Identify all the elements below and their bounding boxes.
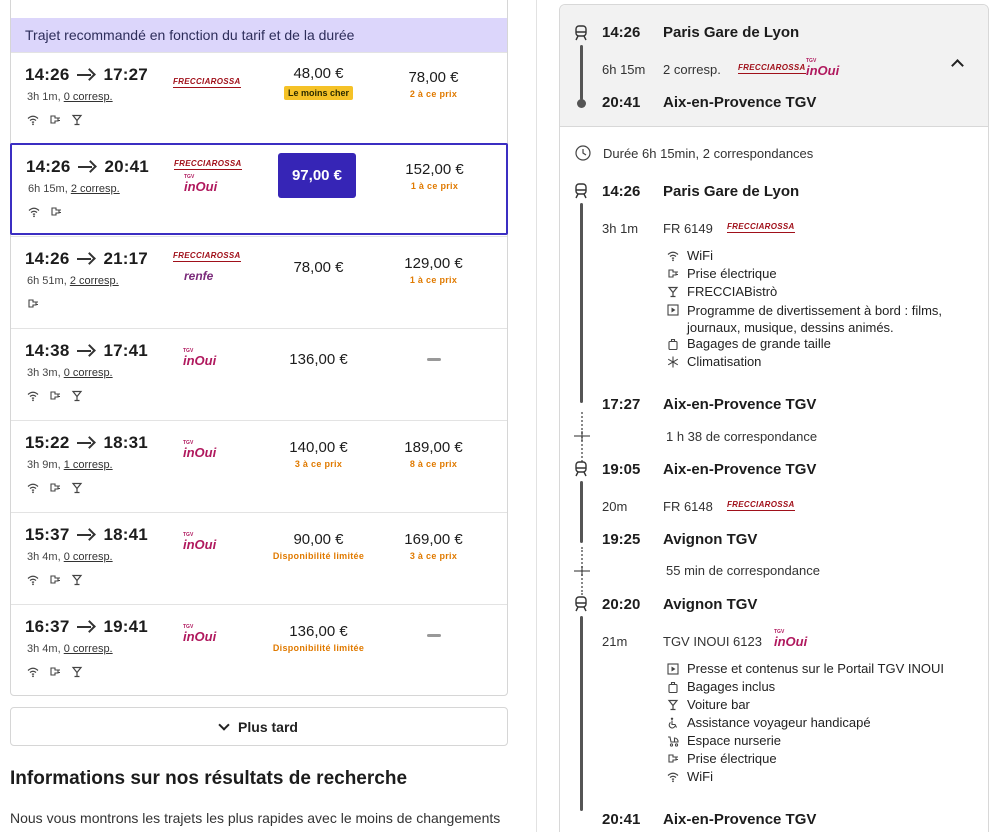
seg3-amenities: Presse et contenus sur le Portail TGV INOUI Bagages inclus Voiture bar Assistance voyageur handicapé Espace nurserie Prise électrique WiFi (667, 661, 944, 787)
connections-link[interactable]: 2 corresp. (70, 183, 120, 195)
seg3-train-number: TGV INOUI 6123 (663, 634, 762, 649)
departure-time: 16:37 (25, 617, 70, 636)
power-plug-icon (49, 114, 61, 126)
journey-times (25, 525, 148, 545)
train-icon (574, 596, 588, 612)
arrow-right-icon (78, 161, 96, 173)
total-duration: Durée 6h 15min, 2 correspondances (603, 146, 814, 161)
summary-corresp: 2 corresp. (663, 62, 721, 77)
journey-times (25, 617, 148, 637)
play-icon (667, 663, 679, 675)
column-divider (536, 0, 537, 832)
frecciarossa-logo: FRECCIAROSSA (727, 222, 795, 231)
seg1-duration: 3h 1m (602, 221, 639, 236)
seg2-arr-station: Avignon TGV (663, 531, 758, 548)
frecciarossa-logo: FRECCIAROSSA (173, 77, 241, 86)
second-class-price[interactable]: 140,00 € 3 à ce prix (261, 439, 376, 469)
chevron-down-icon (218, 719, 229, 730)
route-line (580, 616, 583, 811)
availability-note: 8 à ce prix (409, 459, 458, 469)
seg1-dep-station: Paris Gare de Lyon (663, 183, 800, 200)
arrow-right-icon (77, 69, 95, 81)
journey-times (26, 157, 149, 177)
first-class-price[interactable]: 129,00 € 1 à ce prix (376, 255, 491, 285)
availability-note: 1 à ce prix (410, 181, 459, 191)
journey-summary-header[interactable] (560, 5, 988, 127)
amenity-icons (27, 298, 39, 310)
journey-duration: 3h 4m, 0 corresp. (27, 643, 113, 655)
tgv-inoui-logo: TGV inOui (806, 58, 840, 78)
seg1-dep-time: 14:26 (602, 183, 641, 200)
route-line (580, 45, 583, 100)
train-icon (574, 461, 588, 477)
departure-time: 14:26 (25, 65, 70, 84)
route-line (580, 481, 583, 543)
bar-glass-icon (71, 574, 83, 586)
seg1-amenities: WiFi Prise électrique FRECCIABistrò Programme de divertissement à bord : films, journaux, musique, dessins animés. Bagages de grande taille Climatisation (667, 248, 942, 372)
later-button[interactable]: Plus tard (10, 707, 508, 746)
tgv-inoui-logo: TGV inOui (183, 348, 217, 368)
power-plug-icon (49, 482, 61, 494)
availability-note: 3 à ce prix (294, 459, 343, 469)
wifi-icon (27, 114, 39, 126)
power-plug-icon (667, 753, 679, 765)
second-class-price[interactable]: 48,00 € Le moins cher (261, 65, 376, 100)
wifi-icon (667, 771, 679, 783)
arrival-time: 20:41 (104, 157, 149, 176)
power-plug-icon (49, 574, 61, 586)
bar-glass-icon (71, 666, 83, 678)
connections-link[interactable]: 2 corresp. (69, 275, 119, 287)
journey-duration: 3h 9m, 1 corresp. (27, 459, 113, 471)
baby-stroller-icon (667, 735, 679, 747)
wifi-icon (27, 482, 39, 494)
seg1-arr-time: 17:27 (602, 396, 641, 413)
snowflake-icon (667, 356, 679, 368)
transfer-icon (574, 430, 590, 442)
seg2-arr-time: 19:25 (602, 531, 641, 548)
connections-link[interactable]: 0 corresp. (63, 91, 113, 103)
train-icon (574, 183, 588, 199)
arrow-right-icon (77, 253, 95, 265)
journey-times (25, 341, 148, 361)
seg2-dep-time: 19:05 (602, 461, 641, 478)
connections-link[interactable]: 1 corresp. (63, 459, 113, 471)
transfer-duration: 1 h 38 de correspondance (666, 429, 818, 444)
journey-times (25, 65, 148, 85)
arrival-time: 19:41 (103, 617, 148, 636)
info-heading: Informations sur nos résultats de recherche (10, 768, 408, 789)
journey-duration: 3h 1m, 0 corresp. (27, 91, 113, 103)
first-class-price[interactable]: 189,00 € 8 à ce prix (376, 439, 491, 469)
frecciarossa-logo: FRECCIAROSSA (173, 251, 241, 260)
tgv-inoui-logo: TGV inOui (183, 624, 217, 644)
tgv-inoui-logo: TGV inOui (183, 532, 217, 552)
transfer-icon (574, 565, 590, 577)
tgv-inoui-logo: TGV inOui (184, 174, 218, 194)
info-text: Nous vous montrons les trajets les plus rapides avec le moins de changements (10, 810, 501, 826)
seg3-dep-time: 20:20 (602, 596, 641, 613)
arrival-time: 18:31 (103, 433, 148, 452)
wheelchair-icon (667, 717, 679, 729)
seg1-arr-station: Aix-en-Provence TGV (663, 396, 817, 413)
renfe-logo: renfe (184, 269, 214, 283)
seg3-arr-time: 20:41 (602, 811, 641, 828)
departure-time: 14:26 (26, 157, 71, 176)
journey-row-selected[interactable] (10, 143, 508, 235)
arrival-time: 17:41 (103, 341, 148, 360)
wifi-icon (667, 250, 679, 262)
availability-note: 2 à ce prix (409, 89, 458, 99)
departure-time: 14:26 (25, 249, 70, 268)
luggage-icon (667, 681, 679, 693)
journey-row[interactable] (11, 236, 507, 328)
connections-link[interactable]: 0 corresp. (63, 367, 113, 379)
arrival-time: 21:17 (103, 249, 148, 268)
train-icon (574, 25, 588, 41)
cheapest-badge: Le moins cher (284, 86, 353, 100)
seg2-train-number: FR 6148 (663, 499, 713, 514)
transfer-duration: 55 min de correspondance (666, 563, 820, 578)
connections-link[interactable]: 0 corresp. (63, 643, 113, 655)
journey-times (25, 249, 148, 269)
arrival-time: 17:27 (103, 65, 148, 84)
availability-note: Disponibilité limitée (272, 551, 365, 561)
unavailable-dash (427, 358, 441, 361)
arrow-right-icon (77, 345, 95, 357)
tgv-inoui-logo: TGV inOui (183, 440, 217, 460)
departure-time: 15:37 (25, 525, 70, 544)
frecciarossa-logo: FRECCIAROSSA (738, 63, 806, 72)
arrival-time: 18:41 (103, 525, 148, 544)
arrival-dot (577, 99, 586, 108)
connections-link[interactable]: 0 corresp. (63, 551, 113, 563)
wifi-icon (27, 390, 39, 402)
results-column (10, 0, 508, 832)
first-class-price[interactable]: 169,00 € 3 à ce prix (376, 531, 491, 561)
amenity-icons (27, 482, 83, 494)
play-icon (667, 304, 679, 316)
journey-duration: 6h 15m, 2 corresp. (28, 183, 120, 195)
summary-arr-station: Aix-en-Provence TGV (663, 94, 817, 111)
summary-dep-time: 14:26 (602, 24, 641, 41)
first-class-price[interactable]: 152,00 € 1 à ce prix (377, 161, 492, 191)
luggage-icon (667, 338, 679, 350)
second-class-price[interactable]: 78,00 € (293, 259, 344, 276)
journey-row[interactable] (11, 604, 507, 696)
clock-icon (575, 145, 591, 161)
availability-note: 1 à ce prix (409, 275, 458, 285)
journey-detail-panel (559, 4, 989, 832)
availability-note: 3 à ce prix (409, 551, 458, 561)
availability-note: Disponibilité limitée (272, 643, 365, 653)
journey-row[interactable] (11, 52, 507, 144)
arrow-right-icon (77, 529, 95, 541)
wifi-icon (27, 666, 39, 678)
amenity-icons (28, 206, 62, 218)
seg2-dep-station: Aix-en-Provence TGV (663, 461, 817, 478)
journey-duration: 6h 51m, 2 corresp. (27, 275, 119, 287)
power-plug-icon (49, 666, 61, 678)
bar-glass-icon (71, 390, 83, 402)
first-class-price[interactable]: 78,00 € 2 à ce prix (376, 69, 491, 99)
seg3-dep-station: Avignon TGV (663, 596, 758, 613)
power-plug-icon (49, 390, 61, 402)
journey-row[interactable] (11, 512, 507, 604)
amenity-icons (27, 666, 83, 678)
amenity-icons (27, 114, 83, 126)
power-plug-icon (50, 206, 62, 218)
seg2-duration: 20m (602, 499, 628, 514)
unavailable-dash (427, 634, 441, 637)
amenity-icons (27, 390, 83, 402)
journey-duration: 3h 4m, 0 corresp. (27, 551, 113, 563)
frecciarossa-logo: FRECCIAROSSA (174, 159, 242, 168)
frecciarossa-logo: FRECCIAROSSA (727, 500, 795, 509)
tgv-inoui-logo: TGV inOui (774, 629, 808, 649)
recommendation-banner: Trajet recommandé en fonction du tarif et de la durée (11, 18, 507, 52)
arrow-right-icon (77, 437, 95, 449)
amenity-icons (27, 574, 83, 586)
second-class-price[interactable]: 90,00 € Disponibilité limitée (261, 531, 376, 561)
summary-arr-time: 20:41 (602, 94, 641, 111)
second-class-price[interactable]: 136,00 € Disponibilité limitée (261, 623, 376, 653)
second-class-price[interactable]: 136,00 € (289, 351, 348, 368)
seg1-train-number: FR 6149 (663, 221, 713, 236)
journey-duration: 3h 3m, 0 corresp. (27, 367, 113, 379)
bar-glass-icon (71, 114, 83, 126)
wifi-icon (27, 574, 39, 586)
arrow-right-icon (77, 621, 95, 633)
bar-glass-icon (667, 286, 679, 298)
power-plug-icon (27, 298, 39, 310)
wifi-icon (28, 206, 40, 218)
power-plug-icon (667, 268, 679, 280)
journey-row[interactable] (11, 328, 507, 420)
summary-duration: 6h 15m (602, 62, 646, 77)
seg3-arr-station: Aix-en-Provence TGV (663, 811, 817, 828)
journey-times (25, 433, 148, 453)
bar-glass-icon (667, 699, 679, 711)
departure-time: 15:22 (25, 433, 70, 452)
route-line (580, 203, 583, 403)
journey-row[interactable] (11, 420, 507, 512)
departure-time: 14:38 (25, 341, 70, 360)
selected-price-button[interactable]: 97,00 € (278, 153, 356, 198)
summary-dep-station: Paris Gare de Lyon (663, 24, 800, 41)
seg3-duration: 21m (602, 634, 628, 649)
bar-glass-icon (71, 482, 83, 494)
chevron-up-icon[interactable] (951, 59, 964, 72)
